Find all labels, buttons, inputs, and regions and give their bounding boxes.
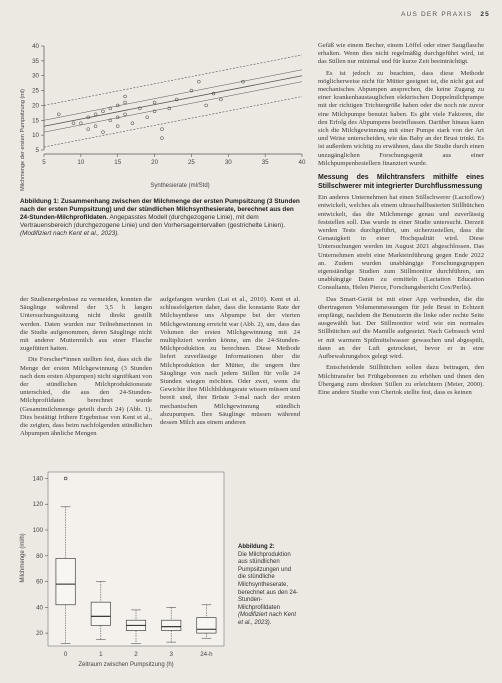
prediction-interval-upper: [44, 55, 302, 106]
section-label: AUS DER PRAXIS: [401, 11, 473, 18]
text-column-left: [20, 296, 152, 441]
y-tick-label: 140: [32, 475, 43, 483]
data-point: [153, 101, 156, 104]
figure-1-xlabel: Synthesierate (ml/Std): [150, 183, 210, 189]
prediction-interval-lower: [44, 97, 302, 148]
box: [56, 558, 75, 604]
figure-1-ylabel: Milchmenge der ersten Pumpsitzung (ml): [20, 89, 26, 191]
figure-2-xlabel: Zeitraum zwischen Pumpsitzung (h): [78, 662, 174, 668]
y-tick-label: 20: [32, 102, 39, 110]
running-head: [401, 11, 490, 18]
x-tick-label: 0: [63, 651, 68, 658]
figure-1-scatter-chart: [10, 40, 310, 200]
data-point: [101, 131, 104, 134]
figure-2-ylabel: Milchmenge (ml/h): [20, 533, 26, 583]
figure-2-caption-body: Die Milchproduktion aus stündlichen Pumpsitzungen und die stündliche Milchsyntheserate, berechnet aus den 24-Stunden-Milchprofildaten: [238, 551, 299, 611]
x-tick-label: 10: [77, 159, 85, 166]
data-point: [168, 107, 171, 110]
y-tick-label: 100: [32, 527, 43, 534]
x-tick-label: 3: [169, 651, 173, 658]
y-tick-label: 30: [32, 72, 39, 80]
page-number: 25: [480, 11, 490, 18]
data-point: [72, 122, 75, 125]
fitted-line: [44, 76, 302, 127]
y-tick-label: 15: [32, 117, 39, 125]
paragraph: Ein anderes Unternehmen hat einen Stillschwerer (Lactoflow) entwickelt, welches als einem ultraschallbasierten Stillhütchen entwickelt, das die Milchmenge genau und zuverlässig feststellen soll. Das wurde in einer Studie untersucht. Derzeit werden Tests durchgeführt, um sicherzustellen, dass die Genauigkeit in einer Hochqualität wird. Diese Untersuchungen werden im August 2021 abgeschlossen. Das Unternehmen strebt eine Markteinführung gegen Ende 2022 an. Zudem wurden unabhängige Forschungsgruppen eigenständige Studien zum Stillmonitor durchführen, um unabhängige Daten zu ermitteln (Lactation Education Consultants, Helen Pierce, Forschungsbericht Cox/Perlis).: [318, 194, 484, 292]
data-point: [94, 113, 97, 116]
y-tick-label: 25: [32, 87, 39, 95]
x-tick-label: 5: [42, 159, 46, 166]
y-tick-label: 40: [36, 604, 43, 612]
confidence-band-upper: [44, 70, 302, 121]
figure-1-caption-source: (Modifiziert nach Kent et al., 2023).: [20, 230, 120, 237]
y-tick-label: 40: [32, 43, 39, 50]
x-tick-label: 30: [224, 159, 232, 166]
figure-2-caption: [238, 544, 300, 628]
confidence-band-lower: [44, 82, 302, 133]
paragraph: Gefäß wie einem Becher, einem Löffel oder einer Saugflasche erhalten. Wenn dies nicht regelmäßig durchgeführt wird, ist das Stillen nur minimal und für kurze Zeit beeinträchtigt.: [318, 42, 484, 66]
y-tick-label: 10: [32, 132, 39, 140]
x-tick-label: 15: [114, 159, 122, 166]
data-point: [116, 125, 119, 128]
data-point: [57, 113, 60, 116]
y-tick-label: 35: [32, 57, 39, 65]
box: [197, 618, 216, 633]
x-tick-label: 35: [261, 159, 269, 166]
data-point: [79, 122, 82, 125]
x-tick-label: 2: [134, 651, 138, 658]
data-point: [146, 116, 149, 119]
figure-2-box-chart: [14, 466, 244, 676]
figure-1-caption-body: Angepasstes Modell (durchgezogene Linie), mit dem Vertrauensbereich (durchgezogene Linie) und den Vorhersageintervallen (gestrichelte Linien).: [20, 214, 286, 229]
x-tick-label: 24-h: [200, 651, 213, 658]
data-point: [160, 137, 163, 140]
figure-1-caption: [20, 198, 302, 238]
data-point: [197, 80, 200, 83]
y-tick-label: 60: [36, 578, 43, 586]
text-column-middle: [160, 296, 300, 430]
data-point: [131, 122, 134, 125]
paragraph: aufgefangen wurden (Lai et al., 2010). Kent et al. schlussfolgerten daher, dass die konstante Rate der Milchsynthese uns Abpumpe bei der vierten Milchgewinnung erreicht war (Abb. 2), um, dass das Volumen der ersten Milchgewinnung mit 24 multipliziert werden könne, um die 24-Stunden-Milchproduktion zu berechnen. Diese Methode liefert zuverlässige Informationen über die Milchproduktion der Mütter, die ungern ihre Säuglinge von nach jedem Stillen für volle 24 Stunden wiegen möchten. Oder zwei, wenn die Gewichte ihre Milchbildungsrate wissen müssen und bereit sind, ihre Brüste 3-mal nach der ersten mechanischen Milchgewinnung stündlich abzupumpen. Ihre Säuglinge müssen während dessen Milch aus einem anderen: [160, 296, 300, 427]
text-column-right: [318, 42, 484, 400]
data-point: [124, 113, 127, 116]
paragraph: Es ist jedoch zu beachten, dass diese Methode möglicherweise nicht für Mütter geeignet ist, die nicht gut auf mechanisches Abpumpen ansprechen, die keine Zugang zu einer krankenhaustauglichen elektrischen Doppelmilchpumpe mit der richtigen Trichtergröße haben oder die noch nie zuvor eine Milchpumpe benutzt haben. Es gibt viele Faktoren, die den Erfolg des Abpumpens beeinflussen. Darüber hinaus kann sich die Milchgewinnung mit einer Pumpe stark von der Art und Weise unterscheiden, wie das Baby an der Brust trinkt. Es ist außerdem wichtig zu erwähnen, dass die Studie durch einen unzugänglichen Forschungsgerät aus einer Milchpumpenbestellern finanziert wurde.: [318, 69, 484, 167]
data-point: [160, 128, 163, 131]
data-point: [94, 125, 97, 128]
paragraph: Entscheidende Stillhütchen sollen dazu beitragen, den Milchtransfer bei Frühgeborenen zu erhöhen und ihnen den Übergang zum direkten Stillen zu erleichtern (Meier, 2000). Eine andere Studie von Chertok stellte fest, dass es keinen: [318, 364, 484, 396]
y-tick-label: 20: [36, 630, 43, 638]
box: [162, 620, 181, 630]
section-heading: Messung des Milchtransfers mithilfe eines Stillschwerer mit integrierter Durchflussmessung: [318, 174, 484, 190]
paragraph: der Studienergebnisse zu vermeiden, konnten die Säuglinge während der 3,5 h langen Untersuchungssitzung nicht direkt gestillt werden. Daten wurden nur Teilnehmerinnen in die Studie aufgenommen, deren Säuglinge nicht mit anderer Muttermilch aus einer Flasche zugefüttert hatten.: [20, 296, 152, 353]
figure-1-caption-title: Abbildung 1: Zusammenhang zwischen der Milchmenge der ersten Pumpsitzung (3 Stunden nach der ersten Pumpsitzung) und der stündlichen Milchsynthesierate, berechnet aus den 24-Stunden-Milchprofildaten.: [20, 198, 300, 221]
data-point: [101, 110, 104, 113]
data-point: [205, 104, 208, 107]
figure-2-caption-title: Abbildung 2:: [238, 544, 275, 550]
box: [91, 602, 110, 625]
x-tick-label: 20: [151, 159, 159, 166]
y-tick-label: 5: [35, 147, 39, 154]
figure-2-caption-source: (Modifiziert nach Kent et al., 2023).: [238, 612, 297, 626]
paragraph: Das Smart-Gerät ist mit einer App verbunden, die die übertragenen Volumenmessungen für jede Brust in Echtzeit empfängt, nachdem die Benutzerin die linke oder rechte Seite ausgewählt hat. Der Stillmonitor wird wie ein normales Stillhütchen auf die Mamille aufgesetzt. Nach Gebrauch wird er mit warmem Spülmittelwasser gewaschen und abgespült, dann an der Luft getrocknet, bevor er in eine Aufbewahrungsbox gelegt wird.: [318, 295, 484, 361]
paragraph: Die Forscher*innen stellten fest, dass sich die Menge der ersten Milchgewinnung (3 Stunden nach dem ersten Abpumpen) nicht signifikant von der stündlichen Milchproduktionsrate unterschied, die aus den 24-Stunden-Milchprofildaten berechnet wurde (Gesamtmilchmenge geteilt durch 24) (Abb. 1). Dies bestätigt frühere Ergebnisse von Kent et al., die zeigten, dass beim nachfolgenden stündlichen Abpumpen ähnliche Mengen: [20, 356, 152, 438]
data-point: [124, 95, 127, 98]
data-point: [124, 101, 127, 104]
x-tick-label: 1: [99, 651, 103, 658]
y-tick-label: 120: [32, 501, 43, 509]
x-tick-label: 40: [298, 159, 306, 166]
data-point: [219, 98, 222, 101]
y-tick-label: 80: [36, 552, 43, 560]
data-point: [87, 128, 90, 131]
x-tick-label: 25: [187, 159, 195, 166]
